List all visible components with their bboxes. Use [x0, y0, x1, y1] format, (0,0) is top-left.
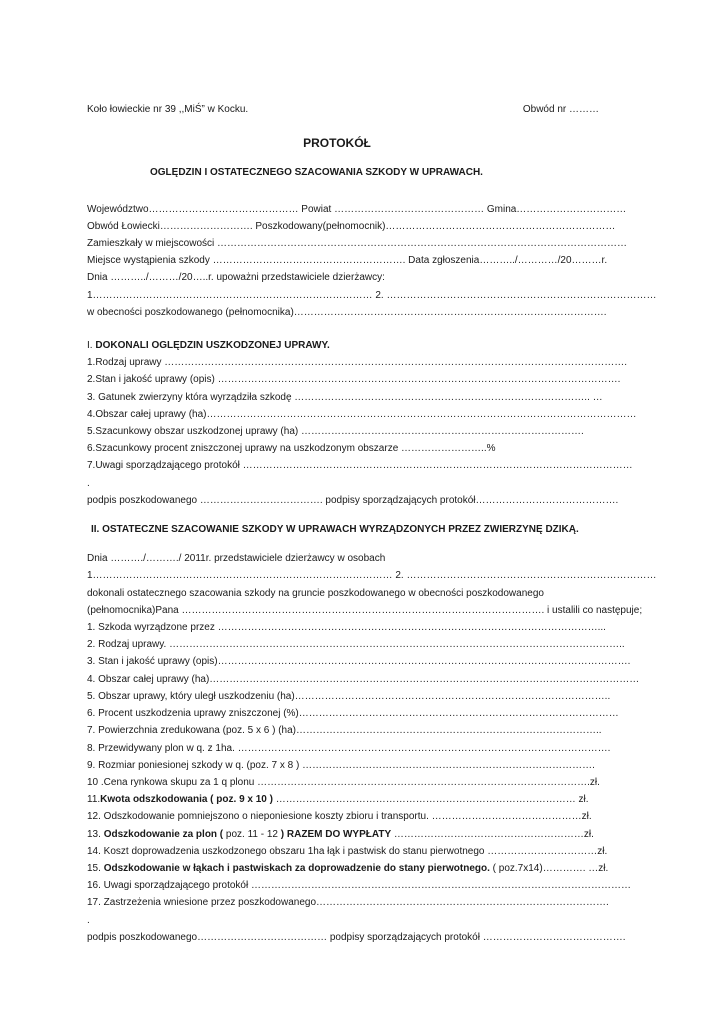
- item-text: …………………………………………………zł.: [391, 828, 594, 840]
- intro-line: Obwód Łowiecki………………………. Poszkodowany(pełnomocnik)……………………………………………………………: [87, 220, 616, 232]
- section1-item: 2.Stan i jakość uprawy (opis) ………………………………………………………………………………………………………….: [87, 374, 621, 386]
- section1-items: [87, 354, 685, 509]
- section2-item: 17. Zastrzeżenia wniesione przez poszkodowanego…………………………………………………………………………….: [87, 897, 609, 909]
- section1-item: 4.Obszar całej uprawy (ha)…………………………………………………………………………………………………………………: [87, 408, 637, 420]
- intro-line: Miejsce wystąpienia szkody …………………………………………………. Data zgłoszenia………../…………/20………r.: [87, 255, 608, 267]
- section1-heading: DOKONALI OGLĘDZIN USZKODZONEJ UPRAWY.: [95, 340, 330, 352]
- item-bold-text: Odszkodowanie w łąkach i pastwiskach za doprowadzenie do stany pierwotnego.: [103, 862, 490, 874]
- section2-item: 12. Odszkodowanie pomniejszono o nieponiesione koszty zbioru i transportu. ………………………………………zł.: [87, 811, 592, 823]
- section2-item: 3. Stan i jakość uprawy (opis)…………………………………………………………………………………………………………….: [87, 656, 631, 668]
- section2-intro-line: (pełnomocnika)Pana ………………………………………………………………………………………………. i ustalili co następuje;: [87, 604, 643, 616]
- section2-item-compensation: [87, 791, 685, 808]
- section2-item: 8. Przewidywany plon w q. z 1ha. ………………………………………………………………………………………………….: [87, 742, 611, 754]
- section1-title: [87, 337, 685, 354]
- section1-item: 7.Uwagi sporządzającego protokół ………………………………………………………………………………………………………: [87, 460, 633, 472]
- section2-item: .: [87, 914, 90, 926]
- item-number: 13.: [87, 828, 104, 840]
- section2-intro: [87, 550, 685, 619]
- section2-item: 14. Koszt doprowadzenia uszkodzonego obszaru 1ha łąk i pastwisk do stanu pierwotnego ……………………………zł.: [87, 845, 608, 857]
- document-header: [87, 101, 599, 118]
- intro-line: Województwo……………………………………… Powiat ……………………………………… Gmina……………………………: [87, 203, 627, 215]
- section2-intro-line: dokonali ostatecznego szacowania szkody na gruncie poszkodowanego w obecności poszkodowanego: [87, 587, 544, 599]
- section2-item: 10 .Cena rynkowa skupu za 1 q plonu ……………………………………………………………………………………….zł.: [87, 776, 600, 788]
- section2-items: [87, 619, 685, 946]
- district-number: Obwód nr ………: [522, 104, 599, 115]
- intro-line: Zamieszkały w miejscowości ……………………………………………………………………………………………………………: [87, 238, 628, 250]
- section2-item: 2. Rodzaj uprawy. ………………………………………………………………………………………………………………………..: [87, 639, 625, 651]
- hunting-club-name: Koło łowieckie nr 39 ,,MiŚ” w Kocku.: [87, 104, 249, 115]
- document-subtitle: OGLĘDZIN I OSTATECZNEGO SZACOWANIA SZKODY W UPRAWACH.: [150, 167, 483, 179]
- section1-item: 5.Szacunkowy obszar uszkodzonej uprawy (ha) ………………………………………………………………………….: [87, 426, 584, 438]
- section2-heading: II. OSTATECZNE SZACOWANIE SZKODY W UPRAWACH WYRZĄDZONYCH PRZEZ ZWIERZYNĘ DZIKĄ.: [91, 524, 579, 536]
- intro-block: [87, 201, 685, 321]
- section2-item: 7. Powierzchnia zredukowana (poz. 5 x 6 ) (ha)………………………………………………………………………………..: [87, 725, 602, 737]
- item-number: 15.: [87, 862, 104, 874]
- section1-item: .: [87, 477, 90, 489]
- item-bold-text: Kwota odszkodowania ( poz. 9 x 10 ): [100, 794, 273, 806]
- section2-intro-line: 1……………………………………………………………………………… 2. …………………………………………………………………: [87, 570, 657, 582]
- section2-signature: podpis poszkodowanego………………………………… podpisy sporządzających protokół …………………………………….: [87, 931, 626, 943]
- section2-item: 16. Uwagi sporządzającego protokół ……………………………………………………………………………………………………: [87, 880, 631, 892]
- intro-line: w obecności poszkodowanego (pełnomocnika)………………………………………………………………………………….: [87, 306, 607, 318]
- section1-item: 3. Gatunek zwierzyny która wyrządziła szkodę …………………………………………………………………………….. …: [87, 391, 603, 403]
- item-text: ……………………………………………………………………………… zł.: [272, 794, 589, 806]
- item-text: ( poz.7x14)…………. …zł.: [489, 862, 609, 874]
- section2-item-meadows: [87, 860, 685, 877]
- section2-item: 4. Obszar całej uprawy (ha)…………………………………………………………………………………………………………………: [87, 673, 640, 685]
- section2-item: 1. Szkoda wyrządzone przez ……………………………………………………………………………………………………...: [87, 622, 606, 634]
- item-number: 11.: [87, 794, 101, 806]
- item-text: poz. 11 - 12: [223, 828, 281, 840]
- section2-item: 6. Procent uszkodzenia uprawy zniszczonej (%)……………………………………………………………………………………: [87, 708, 619, 720]
- intro-line: 1………………………………………………………………………… 2. ………………………………………………………………………: [87, 289, 657, 301]
- section2-item: 9. Rozmiar poniesionej szkody w q. (poz. 7 x 8 ) …………………………………………………………………………….: [87, 759, 595, 771]
- section1-number: I.: [87, 340, 96, 352]
- section1-item: 6.Szacunkowy procent zniszczonej uprawy na uszkodzonym obszarze ……………………..%: [87, 443, 496, 455]
- item-bold-text: Odszkodowanie za plon (: [103, 828, 224, 840]
- intro-line: Dnia ………../………/20…..r. upoważni przedstawiciele dzierżawcy:: [87, 272, 385, 284]
- item-bold-text: ) RAZEM DO WYPŁATY: [280, 828, 392, 840]
- section2-item-total: [87, 826, 685, 843]
- document-title: PROTOKÓŁ: [303, 136, 371, 151]
- section1-signature: podpis poszkodowanego ………………………………. podpisy sporządzających protokół…………………………………….: [87, 494, 619, 506]
- section2-intro-line: Dnia ………./………./ 2011r. przedstawiciele dzierżawcy w osobach: [87, 553, 386, 565]
- section1-item: 1.Rodzaj uprawy ………………………………………………………………………………………………………………………….: [87, 357, 628, 369]
- section2-item: 5. Obszar uprawy, który uległ uszkodzeniu (ha)…………………………………………………………………………………..: [87, 690, 611, 702]
